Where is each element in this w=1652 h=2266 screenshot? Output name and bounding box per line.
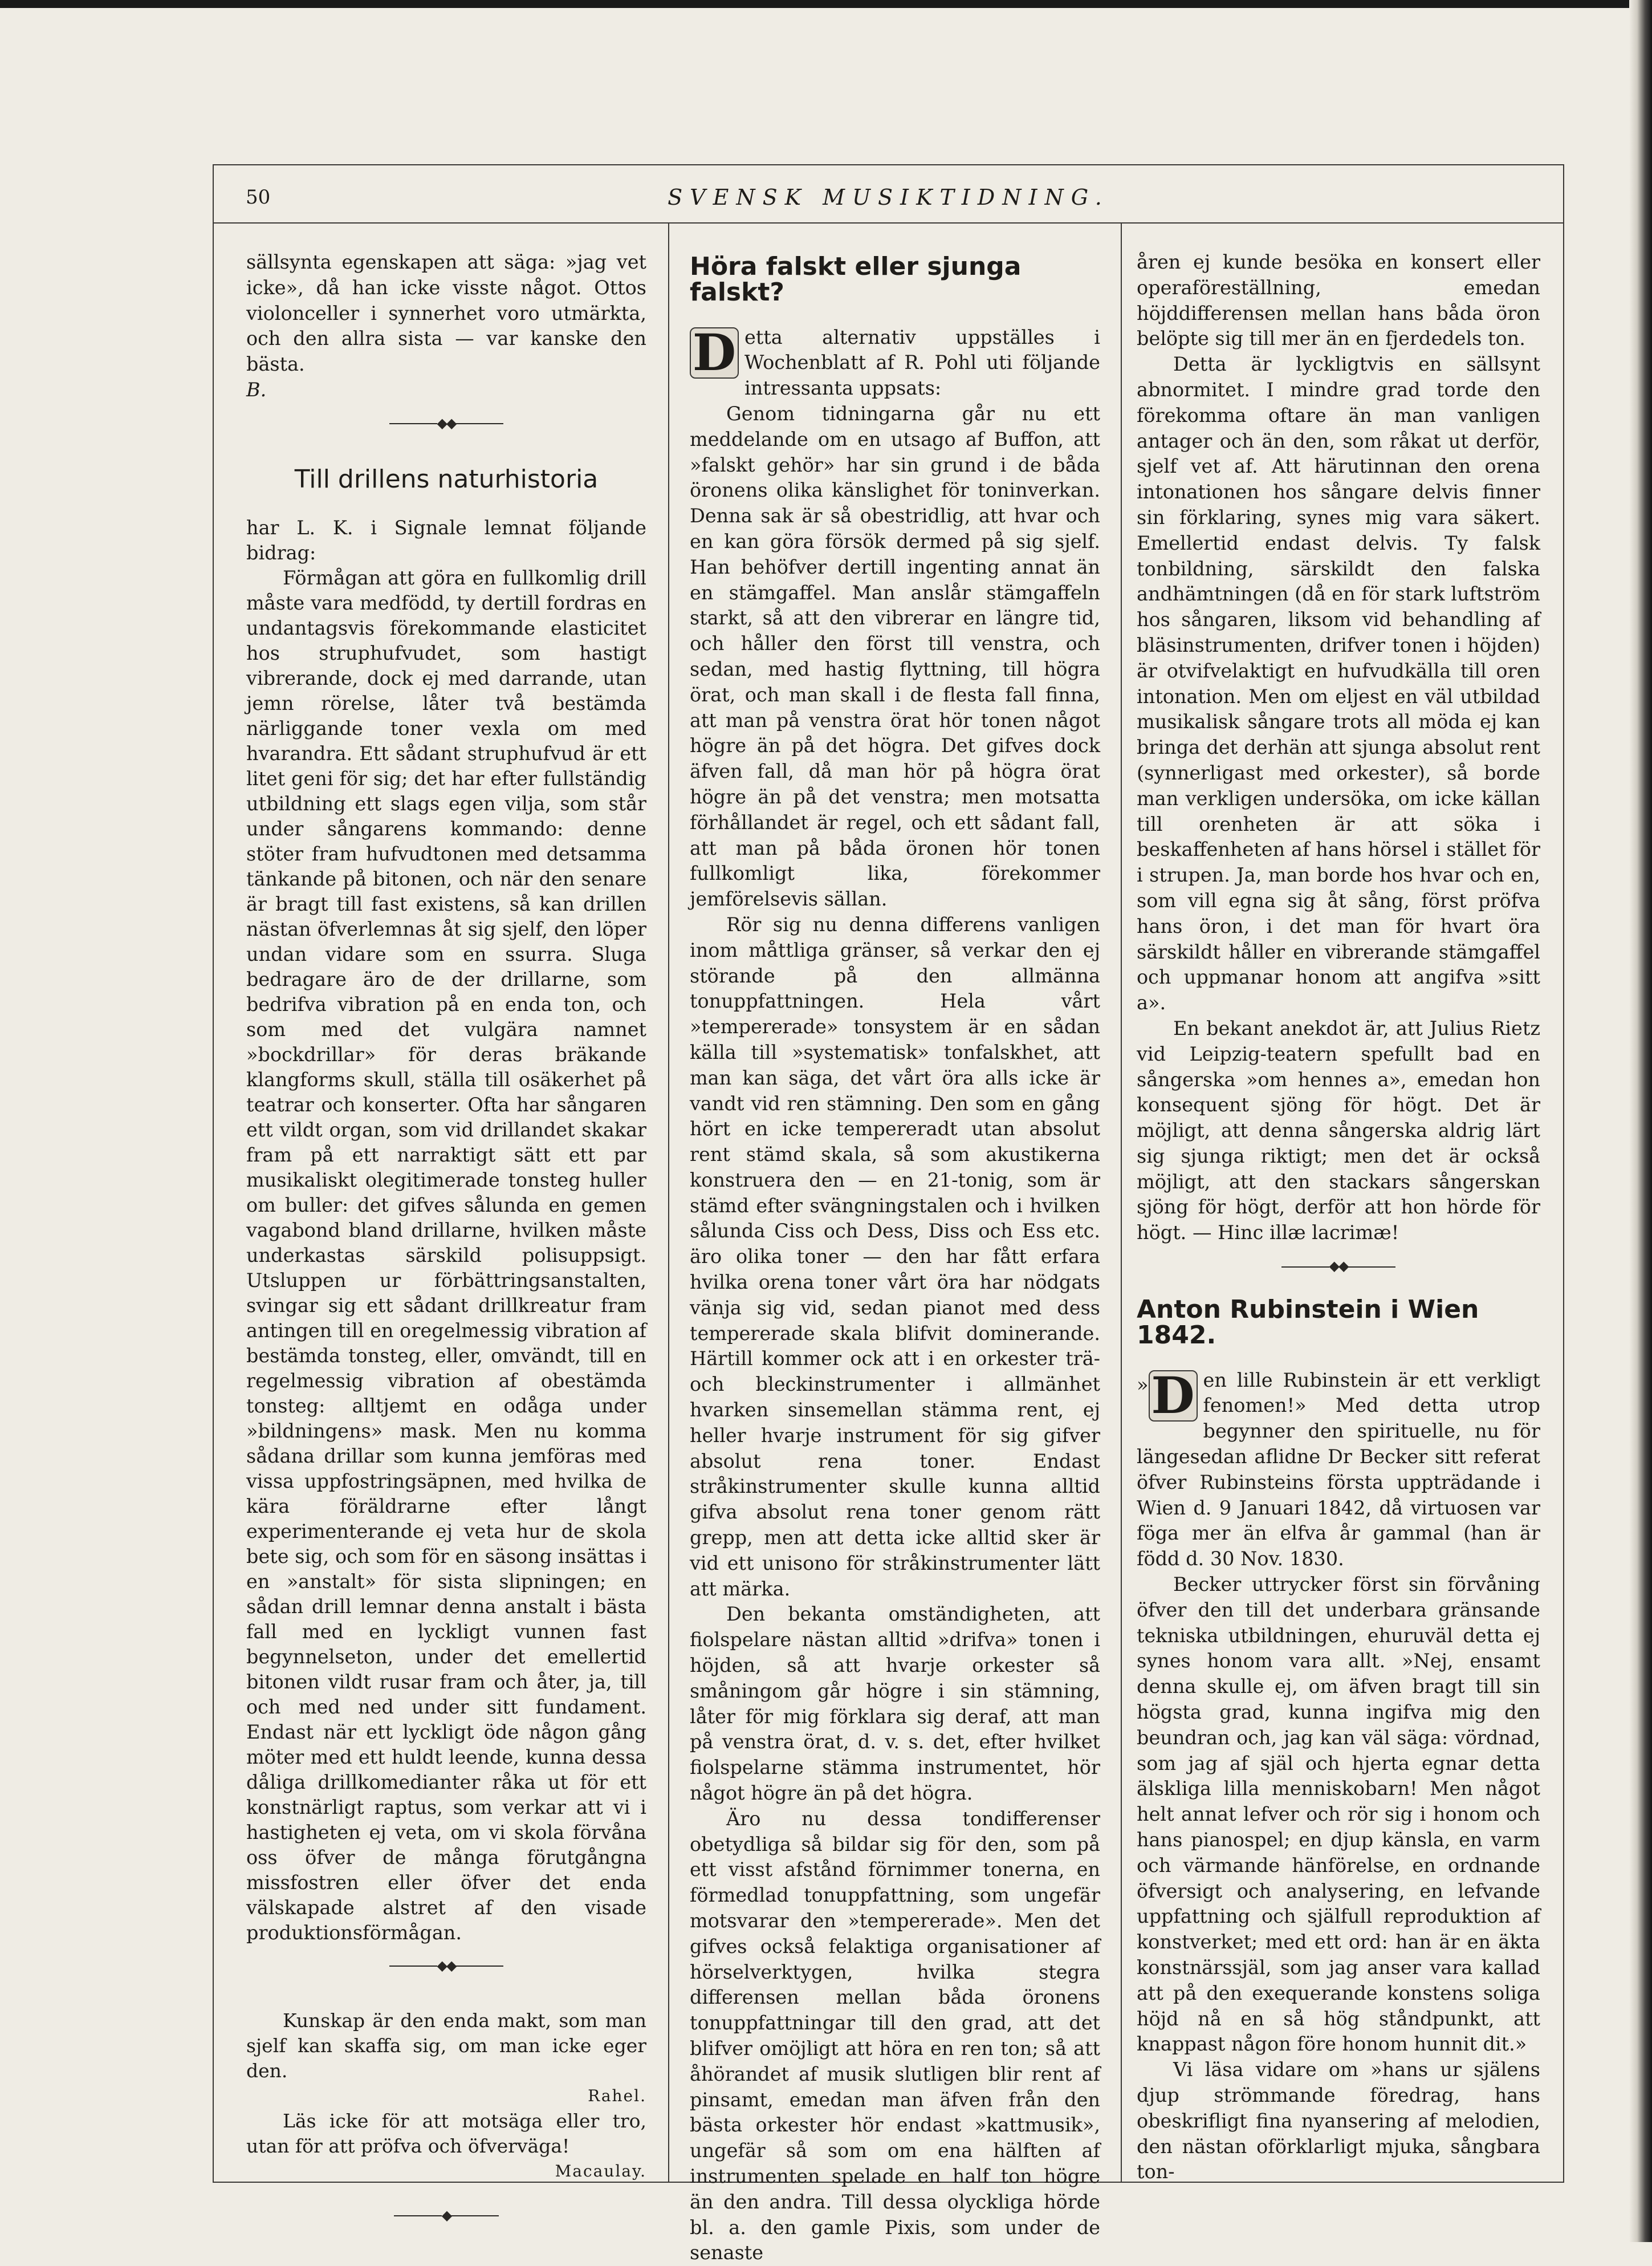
first-paragraph-text: en lille Rubinstein är ett verkligt fenomen!» Med detta utrop begynner den spirituelle, nu för längesedan aflidne Dr Becker sitt referat öfver Rubinsteins första uppträdande i Wien d. 9 Januari 1842, då virtuosen var föga mer än elfva år gammal (han är född d. 30 Nov. 1830. xyxy=(1137,1368,1540,1570)
intro-signature: B. xyxy=(246,378,267,401)
journal-title: SVENSK MUSIKTIDNING. xyxy=(668,185,1109,210)
article-paragraph: åren ej kunde besöka en konsert eller operaföreställning, emedan höjddifferensen mellan hans båda öron belöpte sig till mer än en fjerdedels ton. xyxy=(1137,251,1540,350)
intro-paragraph: sällsynta egenskapen att säga: »jag vet icke», då han icke visste något. Ottos violonceller i synnerhet voro utmärkta, och den allra sista — var kanske den bästa. xyxy=(246,251,646,376)
article-paragraph: Genom tidningarna går nu ett meddelande om en utsago af Buffon, att »falskt gehör» har sin grund i de båda öronens olika känslighet för toninverkan. Denna sak är så obestridlig, att hvar och en kan göra försök dermed på sig sjelf. Han behöfver dertill ingenting annat än en stämgaffel. Man anslår stämgaffeln starkt, så att den vibrerar en längre tid, och håller den först till venstra, och sedan, med hastig flyttning, till högra örat, och man skall i de flesta fall finna, att man på venstra örat hör tonen något högre än på det högra. Det gifves dock äfven fall, då man hör på högra örat högre än på det venstra; men motsatta förhållandet är regel, och ett sådant fall, att man på båda öronen hör tonen fullkomligt lika, förekommer jemförelsevis sällan. xyxy=(690,402,1100,911)
article-paragraph: Den bekanta omständigheten, att fiolspelare nästan alltid »drifva» tonen i höjden, så att hvarje orkester så småningom går högre i sin stämning, låter för mig förklara sig deraf, att man på venstra örat, d. v. s. det, efter hvilket fiolspelarne stämma instrumentet, hör något högre än på det högra. xyxy=(690,1603,1100,1805)
article-heading-falskt: Höra falskt eller sjunga falskt? xyxy=(690,252,1022,307)
article-paragraph: En bekant anekdot är, att Julius Rietz vid Leipzig-teatern spefullt bad en sångerska »om hennes a», emedan hon konsequent sjöng för högt. Det är möjligt, att denna sångerska aldrig lärt sig sjunga riktigt; men det är också möjligt, att den stackars sångerskan sjöng för högt, derför att hon hörde för högt. — Hinc illæ lacrimæ! xyxy=(1137,1017,1540,1244)
article-first-paragraph xyxy=(1137,1365,1540,1572)
article-paragraph: Detta är lyckligtvis en sällsynt abnormitet. I mindre grad torde den förekomma oftare än man vanligen antager och än den, som råkat ut derför, sjelf vet af. Att härutinnan den orena intonationen hos sångare delvis finner sin förklaring, synes mig vara säkert. Emellertid endast delvis. Ty falsk tonbildning, särskildt den falska andhämtningen (då en för stark luftström hos sångaren, liksom vid behandling af bläsinstrumenten, drifver tonen i höjden) är otvifvelaktigt en hufvudkälla till oren intonation. Men om eljest en väl utbildad musikalisk sångare trots all möda ej kan bringa det derhän att sjunga absolut rent (synnerligast med orkester), så borde man verkligen undersöka, om icke källan till orenheten är att söka i beskaffenheten af hans hörsel i stället för i strupen. Ja, man borde hos hvar och en, som vill egna sig åt sång, först pröfva hans öron, i det man för hvart öra särskildt håller en vibrerande stämgaffel och uppmanar honom att angifva »sitt a». xyxy=(1137,353,1540,1014)
scan-edge-top xyxy=(0,0,1652,8)
page-number: 50 xyxy=(246,186,271,209)
quote-author: Macaulay. xyxy=(555,2161,646,2180)
quote-block-rahel xyxy=(246,2008,646,2184)
scan-edge-right xyxy=(1629,0,1652,2242)
article-paragraph: Äro nu dessa tondifferenser obetydliga så bildar sig för den, som på ett visst afstånd förnimmer tonerna, en förmedlad tonuppfattning, som ungefär motsvarar den »tempererade». Men det gifves också felaktiga organisationer af hörselverktygen, hvilka stegra differensen mellan båda öronens tonuppfattningar till den grad, att det blifver omöjligt att höra en ren ton; så att åhörandet af musik slutligen blir rent af pinsamt, emedan man äfven från den bästa orkester hör endast »kattmusik», ungefär så som om ena hälften af instrumenten spelade en half ton högre än den andra. Till dessa olyckliga hörde bl. a. den gamle Pixis, som under de senaste xyxy=(690,1807,1100,2264)
column-1 xyxy=(246,250,646,2235)
dropcap-prefix: » xyxy=(1137,1373,1149,1396)
column-3 xyxy=(1137,250,1540,2185)
quote-text: Kunskap är den enda makt, som man sjelf kan skaffa sig, om man icke eger den. xyxy=(246,2009,646,2082)
ornament-divider: ◆◆ xyxy=(1137,1257,1540,1274)
ornament-divider: ◆ xyxy=(246,2207,646,2224)
column-rule-right xyxy=(1121,224,1122,2183)
column-2 xyxy=(690,250,1100,2266)
article-paragraph: Förmågan att göra en fullkomlig drill måste vara medfödd, ty dertill fordras en undantagsvis förekommande elasticitet hos struphufvudet, som hastigt vibrerande, dock ej med darrande, utan jemn rörelse, låter två bestämda närliggande toner vexla om med hvarandra. Ett sådant struphufvud är ett litet geni för sig; det har efter fullständig utbildning ett slags egen vilja, som står under sångarens kommando: denne stöter fram hufvudtonen med detsamma tänkande på bitonen, och när den senare är bragt till fast existens, så kan drillen nästan öfverlemnas åt sig sjelf, den löper undan vidare som en ssurra. Sluga bedragare äro de der drillarne, som bedrifva vibration på en enda ton, och som med det vulgära namnet »bockdrillar» för deras bräkande klangforms skull, ställa till osäkerhet på teatrar och konserter. Ofta har sångaren ett vildt organ, som vid drillandet skakar fram på ett narraktigt sätt ett par musikaliskt olegitimerade tonsteg huller om buller: det gifves sålunda en gemen vagabond bland drillarne, hvilken måste underkastas särskild polisuppsigt. Utsluppen ur förbättringsanstalten, svingar sig ett sådant drillkreatur fram antingen till en oregelmessig vibration af bestämda tonsteg, eller, omvändt, till en regelmessig vibration af obestämda tonsteg: alltjemt en odåga under »bildningens» mask. Men nu komma sådana drillar som kunna jemföras med vissa uppfostringsäpnen, med hvilka de kära föräldrarne efter långt experimenterande ej veta hur de skola bete sig, och som för en säsong insättas i en »anstalt» för sista slipningen; en sådan drill lemnar denna anstalt i bästa fall med en lyckligt vunnen fast begynnelseton, under det emellertid bitonen vildt rusar fram och åter, ja, till och med ned under sitt fundament. Endast när ett lyckligt öde någon gång möter med ett huldt leende, kunna dessa dåliga drillkomedianter råka ut för ett konstnärligt raptus, som verkar att vi i hastigheten ej veta, om vi skola förvåna oss öfver de många förutgångna missfostren eller öfver det enda välskapade alstret af den visade produktionsförmågan. xyxy=(246,566,646,1944)
article-paragraph: Rör sig nu denna differens vanligen inom måttliga gränser, så verkar den ej störande på den allmänna tonuppfattningen. Hela vårt »tempererade» tonsystem är en sådan källa till »systematisk» tonfalskhet, att man kan säga, det vårt öra alls icke är vandt vid ren stämning. Den som en gång hört en icke tempereradt utan absolut rent stämd skala, så som akustikerna konstruera den — en 21-tonig, som är stämd efter svängningstalen och i hvilken sålunda Ciss och Dess, Diss och Ess etc. äro olika toner — den har fått erfara hvilka orena toner vårt öra har nödgats vänja sig vid, sedan pianot med dess tempererade skala blifvit dominerande. Härtill kommer ock att i en orkester trä- och bleckinstrumenter i allmänhet hvarken sinsemellan stämma rent, ej heller hvarje instrument för sig gifver absolut rena toner. Endast stråkinstrumenter skulle kunna alltid gifva absolut rena toner genom rätt grepp, men att detta icke alltid sker är vid ett unisono för stråkinstrumenter lätt att märka. xyxy=(690,913,1100,1600)
article-heading-rubinstein: Anton Rubinstein i Wien 1842. xyxy=(1137,1295,1479,1350)
article-paragraph: har L. K. i Signale lemnat följande bidrag: xyxy=(246,516,646,564)
page-header xyxy=(213,165,1564,224)
ornament-divider: ◆◆ xyxy=(246,415,646,432)
quote-text: Läs icke för att motsäga eller tro, utan för att pröfva och öfverväga! xyxy=(246,2109,646,2157)
dropcap-letter: D xyxy=(1149,1370,1198,1422)
article-paragraph: Vi läsa vidare om »hans ur själens djup strömmande föredrag, hans obeskrifligt fina nyansering af melodien, den nästan oförklarligt mjuka, sångbara ton- xyxy=(1137,2058,1540,2183)
dropcap-letter: D xyxy=(690,327,739,379)
column-rule-left xyxy=(668,224,669,2183)
article-paragraph: Becker uttrycker först sin förvåning öfver den till det underbara gränsande tekniska utbildningen, ehuruväl detta ej synes honom vara allt. »Nej, ensamt denna skulle ej, om äfven bragt till sin högsta grad, kunna ingifva mig den beundran och, jag kan väl säga: vördnad, som jag af själ och hjerta egnar detta älskliga lilla menniskobarn! Men något helt annat lefver och rör sig i honom och hans pianospel; en djup känsla, en varm och värmande hänförelse, en ordnande öfversigt och analysering, en lefvande uppfattning och själfull reproduktion af konstverket; med ett ord: han är en äkta konstnärssjäl, som jag anser vara kallad att på den exequerande konstens soliga höjd nå en så hög ståndpunkt, att knappast någon före honom hunnit dit.» xyxy=(1137,1573,1540,2056)
quote-author: Rahel. xyxy=(588,2086,646,2105)
article-heading-drill: Till drillens naturhistoria xyxy=(294,464,599,494)
first-paragraph-text: etta alternativ uppställes i Wochenblatt af R. Pohl uti följande intressanta uppsats: xyxy=(744,326,1100,400)
article-first-paragraph xyxy=(690,322,1100,401)
ornament-divider: ◆◆ xyxy=(246,1957,646,1974)
